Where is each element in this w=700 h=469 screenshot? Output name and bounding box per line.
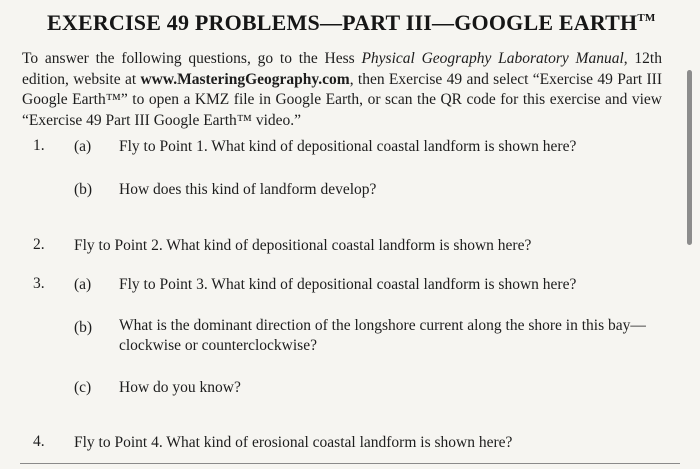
instructions-text-2: , 12th edition, website at: [22, 50, 662, 88]
question-3c-label: (c): [74, 379, 92, 396]
bottom-divider: [20, 463, 680, 464]
question-2-text: Fly to Point 2. What kind of depositional coastal landform is shown here?: [74, 237, 532, 254]
question-1b-text: How does this kind of landform develop?: [119, 181, 377, 198]
question-4-text: Fly to Point 4. What kind of erosional coastal landform is shown here?: [74, 434, 513, 451]
scrollbar-thumb[interactable]: [687, 70, 692, 245]
exercise-title: [47, 10, 656, 36]
question-2-number: 2.: [33, 236, 45, 253]
question-3a-text: Fly to Point 3. What kind of depositional coastal landform is shown here?: [119, 276, 577, 293]
question-3b-text: What is the dominant direction of the longshore current along the shore in this bay—clockwise or counterclockwise?: [119, 317, 646, 354]
manual-title: Physical Geography Laboratory Manual: [361, 50, 624, 67]
instructions-text-3: , then Exercise 49 and select “Exercise 49 Part III Google Earth™” to open a KMZ file in Google Earth, or scan the QR code for this exercise and view “Exercise 49 Part III Google Earth™ video.”: [22, 70, 662, 129]
question-3c-text: How do you know?: [119, 379, 241, 396]
trademark-symbol: TM: [637, 11, 656, 24]
instructions-paragraph: [22, 49, 662, 131]
question-1a-text: Fly to Point 1. What kind of depositional coastal landform is shown here?: [119, 138, 577, 155]
question-1b-label: (b): [74, 181, 93, 198]
question-1a-label: (a): [74, 138, 92, 155]
question-3-number: 3.: [33, 275, 45, 292]
website-url: www.MasteringGeography.com: [140, 70, 350, 88]
question-3b-label: (b): [74, 319, 93, 336]
question-3a-label: (a): [74, 276, 92, 293]
exercise-title-text: EXERCISE 49 PROBLEMS—PART III—GOOGLE EARTH: [47, 10, 638, 35]
instructions-text-1: To answer the following questions, go to the Hess: [22, 50, 362, 67]
question-1-number: 1.: [33, 137, 45, 154]
question-4-number: 4.: [33, 433, 45, 450]
